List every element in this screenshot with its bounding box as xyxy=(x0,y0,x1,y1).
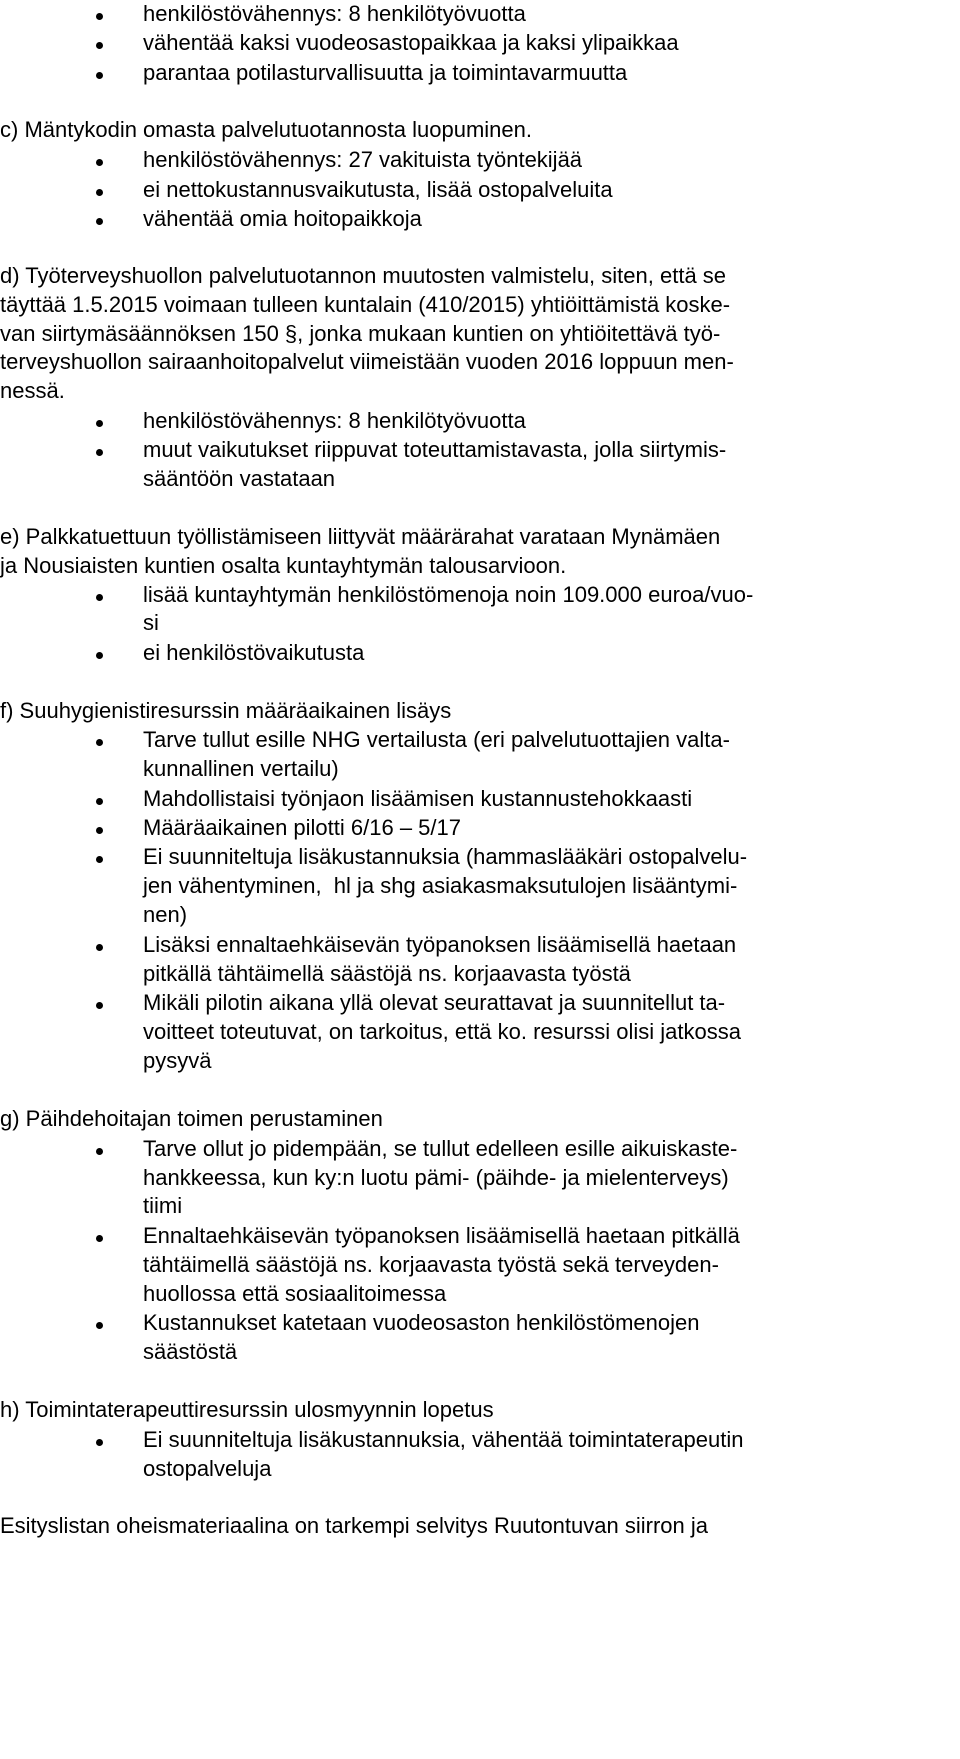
paragraph-text: terveyshuollon sairaanhoitopalvelut viimeistään vuoden 2016 loppuun men- xyxy=(0,349,734,374)
bullet-icon xyxy=(96,42,103,49)
bullet-icon xyxy=(96,856,103,863)
bullet-item-text: pysyvä xyxy=(143,1048,212,1073)
bullet-icon xyxy=(96,594,103,601)
bullet-item-text: muut vaikutukset riippuvat toteuttamistavasta, jolla siirtymis- xyxy=(143,437,727,462)
bullet-item-text: henkilöstövähennys: 27 vakituista työntekijää xyxy=(143,147,583,172)
bullet-icon xyxy=(96,1002,103,1009)
bullet-item-text: Ei suunniteltuja lisäkustannuksia (hammaslääkäri ostopalvelu- xyxy=(143,844,748,869)
paragraph-text: e) Palkkatuettuun työllistämiseen liittyvät määrärahat varataan Mynämäen xyxy=(0,524,721,549)
bullet-item-text: Ei suunniteltuja lisäkustannuksia, vähentää toimintaterapeutin xyxy=(143,1427,744,1452)
bullet-icon xyxy=(96,1148,103,1155)
bullet-item-text: ei henkilöstövaikutusta xyxy=(143,640,365,665)
bullet-item-text: henkilöstövähennys: 8 henkilötyövuotta xyxy=(143,1,526,26)
bullet-icon xyxy=(96,827,103,834)
bullet-icon xyxy=(96,420,103,427)
bullet-item-text: hankkeessa, kun ky:n luotu pämi- (päihde- ja mielenterveys) xyxy=(143,1165,729,1190)
bullet-icon xyxy=(96,189,103,196)
bullet-item-text: säästöstä xyxy=(143,1339,238,1364)
bullet-icon xyxy=(96,159,103,166)
bullet-icon xyxy=(96,72,103,79)
bullet-item-text: Lisäksi ennaltaehkäisevän työpanoksen lisäämisellä haetaan xyxy=(143,932,737,957)
bullet-icon xyxy=(96,1235,103,1242)
bullet-item-text: pitkällä tähtäimellä säästöjä ns. korjaavasta työstä xyxy=(143,961,631,986)
bullet-item-text: Kustannukset katetaan vuodeosaston henkilöstömenojen xyxy=(143,1310,700,1335)
paragraph-text: f) Suuhygienistiresurssin määräaikainen lisäys xyxy=(0,698,452,723)
paragraph-text: täyttää 1.5.2015 voimaan tulleen kuntalain (410/2015) yhtiöittämistä koske- xyxy=(0,292,731,317)
bullet-item-text: vähentää kaksi vuodeosastopaikkaa ja kaksi ylipaikkaa xyxy=(143,30,679,55)
bullet-icon xyxy=(96,652,103,659)
bullet-icon xyxy=(96,798,103,805)
bullet-item-text: Mikäli pilotin aikana yllä olevat seurattavat ja suunnitellut ta- xyxy=(143,990,726,1015)
bullet-item-text: sääntöön vastataan xyxy=(143,466,336,491)
bullet-icon xyxy=(96,1322,103,1329)
bullet-item-text: tähtäimellä säästöjä ns. korjaavasta työstä sekä terveyden- xyxy=(143,1252,719,1277)
bullet-item-text: tiimi xyxy=(143,1193,183,1218)
bullet-item-text: huollossa että sosiaalitoimessa xyxy=(143,1281,447,1306)
bullet-icon xyxy=(96,944,103,951)
bullet-icon xyxy=(96,739,103,746)
paragraph-text: d) Työterveyshuollon palvelutuotannon muutosten valmistelu, siten, että se xyxy=(0,263,727,288)
bullet-item-text: Määräaikainen pilotti 6/16 – 5/17 xyxy=(143,815,461,840)
paragraph-text: g) Päihdehoitajan toimen perustaminen xyxy=(0,1106,383,1131)
bullet-item-text: parantaa potilasturvallisuutta ja toimintavarmuutta xyxy=(143,60,628,85)
bullet-item-text: nen) xyxy=(143,902,188,927)
paragraph-text: Esityslistan oheismateriaalina on tarkempi selvitys Ruutontuvan siirron ja xyxy=(0,1513,708,1538)
paragraph-text: nessä. xyxy=(0,378,65,403)
bullet-item-text: Ennaltaehkäisevän työpanoksen lisäämisellä haetaan pitkällä xyxy=(143,1223,740,1248)
bullet-icon xyxy=(96,13,103,20)
paragraph-text: ja Nousiaisten kuntien osalta kuntayhtymän talousarvioon. xyxy=(0,553,567,578)
bullet-icon xyxy=(96,218,103,225)
bullet-item-text: vähentää omia hoitopaikkoja xyxy=(143,206,422,231)
paragraph-text: van siirtymäsäännöksen 150 §, jonka mukaan kuntien on yhtiöitettävä työ- xyxy=(0,321,721,346)
paragraph-text: c) Mäntykodin omasta palvelutuotannosta luopuminen. xyxy=(0,117,532,142)
bullet-item-text: si xyxy=(143,610,159,635)
bullet-item-text: henkilöstövähennys: 8 henkilötyövuotta xyxy=(143,408,526,433)
bullet-icon xyxy=(96,1439,103,1446)
bullet-item-text: kunnallinen vertailu) xyxy=(143,756,339,781)
bullet-item-text: ei nettokustannusvaikutusta, lisää ostopalveluita xyxy=(143,177,613,202)
bullet-item-text: ostopalveluja xyxy=(143,1456,272,1481)
bullet-item-text: Tarve ollut jo pidempään, se tullut edelleen esille aikuiskaste- xyxy=(143,1136,738,1161)
paragraph-text: h) Toimintaterapeuttiresurssin ulosmyynnin lopetus xyxy=(0,1397,494,1422)
bullet-item-text: Mahdollistaisi työnjaon lisäämisen kustannustehokkaasti xyxy=(143,786,693,811)
bullet-icon xyxy=(96,449,103,456)
bullet-item-text: Tarve tullut esille NHG vertailusta (eri palvelutuottajien valta- xyxy=(143,727,730,752)
bullet-item-text: lisää kuntayhtymän henkilöstömenoja noin 109.000 euroa/vuo- xyxy=(143,582,754,607)
bullet-item-text: jen vähentyminen, hl ja shg asiakasmaksutulojen lisääntymi- xyxy=(143,873,738,898)
bullet-item-text: voitteet toteutuvat, on tarkoitus, että ko. resurssi olisi jatkossa xyxy=(143,1019,741,1044)
